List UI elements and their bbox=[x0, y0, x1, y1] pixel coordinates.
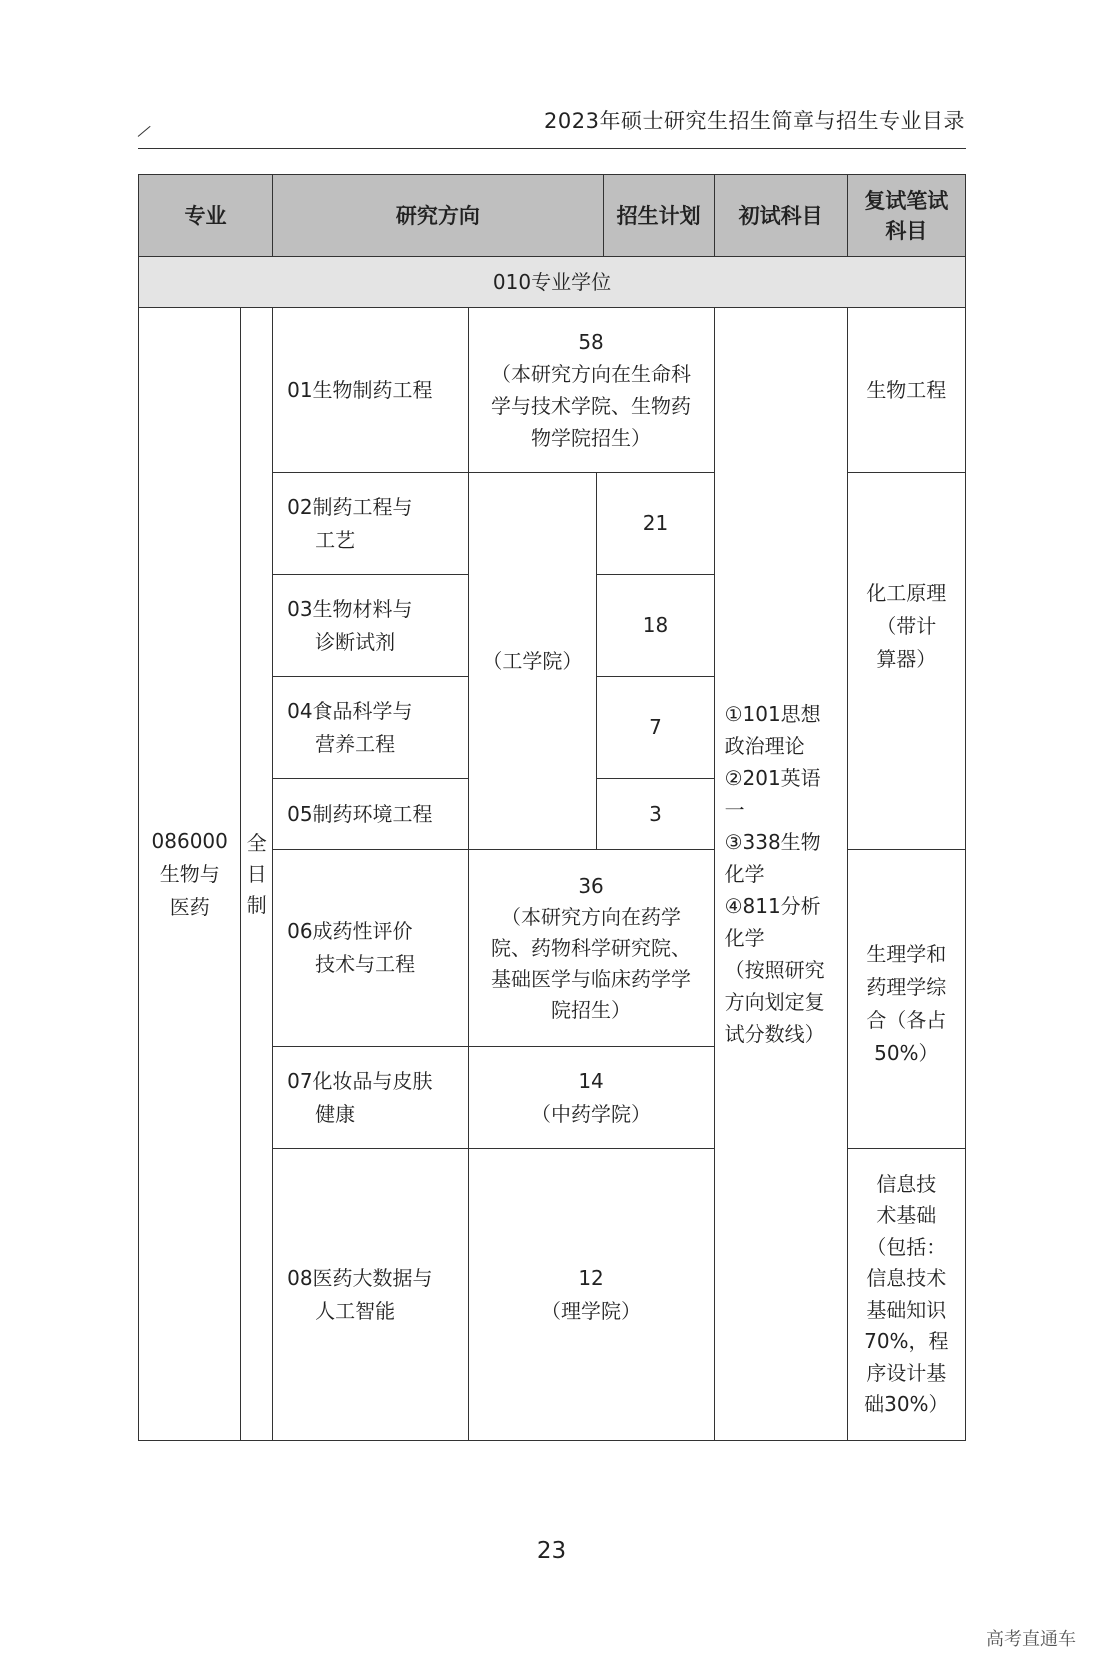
direction-name-l2: 人工智能 bbox=[315, 1298, 396, 1323]
exam-line: ④811分析 bbox=[724, 894, 821, 918]
plan-gongxueyuan: （工学院） bbox=[468, 473, 597, 850]
retest-line: （包括： bbox=[866, 1234, 947, 1259]
study-mode-char: 日 bbox=[246, 861, 267, 886]
direction-name-l2: 营养工程 bbox=[315, 731, 396, 756]
exam-line: ①101思想 bbox=[724, 702, 821, 726]
retest-line: 术基础 bbox=[876, 1203, 937, 1227]
plan-note: 物学院招生） bbox=[531, 426, 652, 450]
direction-name: 07化妆品与皮肤 bbox=[287, 1068, 433, 1093]
major-name-l2: 医药 bbox=[169, 894, 210, 919]
direction-04 bbox=[273, 677, 468, 779]
header-plan: 招生计划 bbox=[603, 175, 714, 257]
direction-08 bbox=[273, 1149, 468, 1441]
exam-line: ②201英语 bbox=[724, 766, 821, 790]
direction-name: 08医药大数据与 bbox=[287, 1265, 433, 1290]
retest-line: 生物工程 bbox=[866, 377, 947, 402]
retest-line: 基础知识 bbox=[866, 1297, 947, 1322]
plan-number: 14 bbox=[578, 1068, 604, 1093]
direction-name: 01生物制药工程 bbox=[287, 377, 433, 402]
major-name-l1: 生物与 bbox=[159, 861, 220, 886]
plan-08 bbox=[468, 1149, 714, 1441]
plan-02: 21 bbox=[597, 473, 714, 575]
plan-01 bbox=[468, 308, 714, 473]
direction-02 bbox=[273, 473, 468, 575]
direction-03 bbox=[273, 575, 468, 677]
direction-06 bbox=[273, 850, 468, 1047]
plan-03: 18 bbox=[597, 575, 714, 677]
retest-line: 序设计基 bbox=[866, 1360, 947, 1385]
header-decoration bbox=[138, 126, 151, 137]
direction-name: 02制药工程与 bbox=[287, 494, 413, 519]
exam-line: 政治理论 bbox=[724, 734, 805, 758]
direction-01 bbox=[273, 308, 468, 473]
direction-name-l2: 工艺 bbox=[315, 527, 356, 552]
plan-number: 58 bbox=[578, 330, 604, 354]
table-row bbox=[139, 308, 966, 473]
retest-line: 信息技 bbox=[876, 1171, 937, 1196]
exam-line: ③338生物 bbox=[724, 830, 821, 854]
major-code: 086000 bbox=[151, 828, 228, 853]
direction-05 bbox=[273, 779, 468, 850]
direction-name: 06成药性评价 bbox=[287, 919, 413, 943]
retest-01 bbox=[847, 308, 965, 473]
plan-06 bbox=[468, 850, 714, 1047]
direction-name: 05制药环境工程 bbox=[287, 801, 433, 826]
plan-04: 7 bbox=[597, 677, 714, 779]
retest-02 bbox=[847, 473, 965, 850]
table-header-row bbox=[139, 175, 966, 257]
watermark: 高考直通车 bbox=[986, 1629, 1076, 1650]
retest-line: 生理学和 bbox=[866, 942, 947, 966]
header-retest bbox=[847, 175, 965, 257]
header-retest-l1: 复试笔试 bbox=[864, 188, 949, 213]
direction-name: 04食品科学与 bbox=[287, 698, 413, 723]
plan-note: 学与技术学院、生物药 bbox=[491, 394, 692, 418]
plan-note: （本研究方向在生命科 bbox=[491, 362, 692, 386]
retest-line: 础30%） bbox=[864, 1392, 949, 1416]
plan-note: （理学院） bbox=[541, 1298, 642, 1323]
header-exam: 初试科目 bbox=[714, 175, 847, 257]
major-cell bbox=[139, 308, 241, 1441]
plan-number: 12 bbox=[578, 1265, 604, 1290]
retest-line: 信息技术 bbox=[866, 1266, 947, 1290]
exam-line: 化学 bbox=[724, 862, 765, 886]
plan-note: 院招生） bbox=[551, 997, 632, 1022]
direction-name-l2: 诊断试剂 bbox=[315, 629, 396, 654]
plan-note: 基础医学与临床药学学 bbox=[491, 966, 692, 991]
section-label: 010专业学位 bbox=[139, 257, 966, 308]
exam-line: 一 bbox=[724, 798, 745, 822]
header-direction: 研究方向 bbox=[273, 175, 604, 257]
retest-line: 算器） bbox=[876, 647, 937, 671]
plan-note: （中药学院） bbox=[531, 1101, 652, 1126]
plan-number: 36 bbox=[578, 873, 604, 898]
plan-07 bbox=[468, 1047, 714, 1149]
header-retest-l2: 科目 bbox=[885, 218, 928, 243]
retest-line: 药理学综 bbox=[866, 975, 947, 999]
header-rule bbox=[138, 148, 966, 149]
plan-05: 3 bbox=[597, 779, 714, 850]
plan-note: （本研究方向在药学 bbox=[501, 904, 682, 929]
page-number: 23 bbox=[536, 1538, 567, 1564]
retest-line: 化工原理 bbox=[866, 581, 947, 605]
initial-exam-cell bbox=[714, 308, 847, 1441]
direction-name-l2: 健康 bbox=[315, 1101, 356, 1126]
retest-line: 70%，程 bbox=[864, 1329, 949, 1353]
exam-line: （按照研究 bbox=[724, 958, 825, 982]
header-major: 专业 bbox=[139, 175, 273, 257]
direction-07 bbox=[273, 1047, 468, 1149]
retest-03 bbox=[847, 850, 965, 1149]
study-mode-char: 制 bbox=[246, 892, 267, 917]
section-row bbox=[139, 257, 966, 308]
study-mode-char: 全 bbox=[246, 830, 267, 855]
exam-line: 化学 bbox=[724, 926, 765, 950]
retest-line: 50%） bbox=[874, 1041, 939, 1065]
plan-note: 院、药物科学研究院、 bbox=[491, 935, 692, 960]
exam-line: 试分数线） bbox=[724, 1022, 825, 1046]
direction-name-l2: 技术与工程 bbox=[315, 952, 416, 976]
document-title: 2023年硕士研究生招生简章与招生专业目录 bbox=[544, 109, 965, 133]
retest-line: （带计 bbox=[876, 614, 937, 638]
study-mode-cell bbox=[241, 308, 273, 1441]
catalog-table bbox=[138, 174, 966, 1441]
exam-line: 方向划定复 bbox=[724, 990, 825, 1014]
retest-04 bbox=[847, 1149, 965, 1441]
direction-name: 03生物材料与 bbox=[287, 596, 413, 621]
retest-line: 合（各占 bbox=[866, 1008, 947, 1032]
